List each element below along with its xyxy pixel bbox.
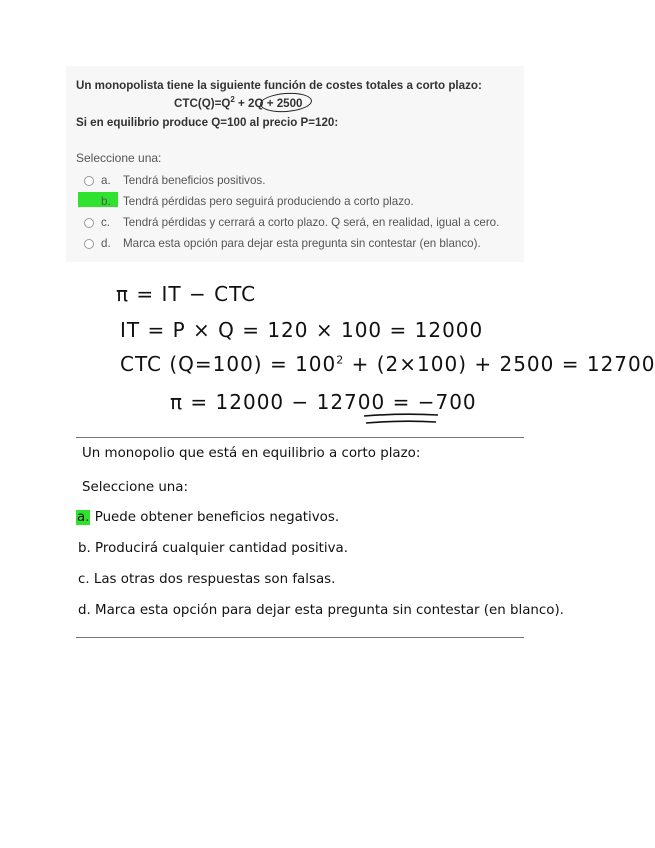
q2-option-b[interactable]: b. Producirá cualquier cantidad positiva.	[78, 541, 349, 556]
q1-statement: Un monopolista tiene la siguiente función de costes totales a corto plazo:	[76, 79, 482, 92]
q1-option-d[interactable]: d. Marca esta opción para dejar esta pregunta sin contestar (en blanco).	[84, 237, 481, 253]
q1-condition: Si en equilibrio produce Q=100 al precio P=120:	[76, 116, 339, 129]
q2-option-a[interactable]: a. Puede obtener beneficios negativos.	[77, 510, 340, 525]
q1-cost-middle: + 2Q +	[234, 96, 277, 110]
q2-select-label: Seleccione una:	[82, 480, 189, 495]
hand-line-revenue: IT = P × Q = 120 × 100 = 12000	[120, 318, 484, 342]
q2-question: Un monopolio que está en equilibrio a corto plazo:	[82, 446, 421, 461]
q1-cost-exponent: 2	[230, 95, 235, 104]
q1-option-a[interactable]: a. Tendrá beneficios positivos.	[84, 174, 265, 190]
hand-line-result: π = 12000 − 12700 = −700	[170, 390, 477, 414]
q1-option-c[interactable]: c. Tendrá pérdidas y cerrará a corto plazo. Q será, en realidad, igual a cero.	[84, 216, 499, 232]
divider-top	[76, 437, 524, 438]
q1-select-label: Seleccione una:	[76, 151, 162, 165]
hand-result-value: −700	[417, 390, 477, 414]
double-underline	[362, 412, 442, 426]
radio-icon[interactable]	[84, 239, 94, 249]
q1-cost-prefix: CTC(Q)=Q	[174, 96, 231, 110]
q2-option-a-letter: a.	[77, 510, 90, 525]
hand-line-profit: π = IT − CTC	[116, 282, 257, 306]
q2-option-c[interactable]: c. Las otras dos respuestas son falsas.	[78, 572, 336, 587]
radio-icon[interactable]	[84, 176, 94, 186]
hand-line-cost: CTC $(Q=100) = 100^2 + (2\times 100) + 2500 = 12700$	[120, 352, 655, 376]
q1-option-b[interactable]: b. Tendrá pérdidas pero seguirá produciendo a corto plazo.	[101, 195, 414, 208]
q2-option-d[interactable]: d. Marca esta opción para dejar esta pregunta sin contestar (en blanco).	[78, 603, 564, 618]
q1-cost-constant: 2500	[276, 96, 303, 110]
divider-bottom	[76, 637, 524, 638]
radio-icon[interactable]	[84, 218, 94, 228]
question-1-block	[66, 66, 524, 262]
